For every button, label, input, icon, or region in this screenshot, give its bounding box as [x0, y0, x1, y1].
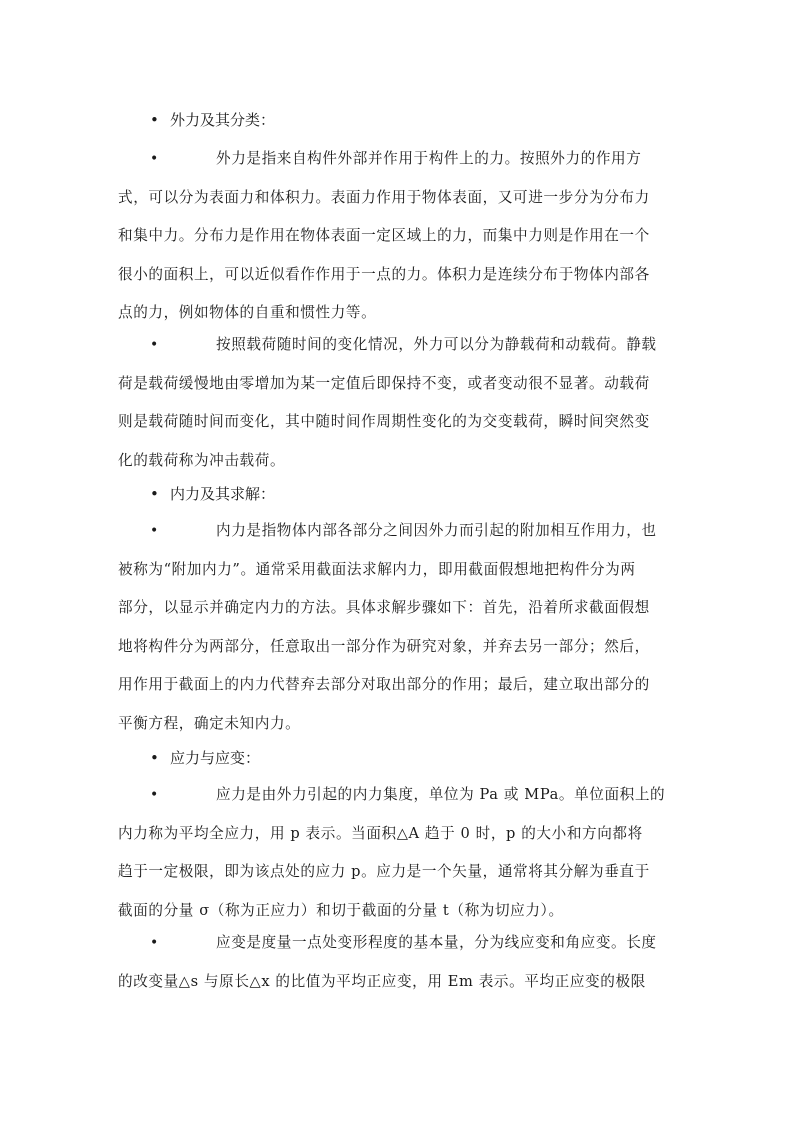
bullet-icon: •	[150, 151, 159, 167]
paragraph	[118, 326, 678, 480]
bullet-icon: •	[150, 749, 159, 767]
paragraph-line: 应力是由外力引起的内力集度，单位为 Pa 或 MPa。单位面积上的	[216, 786, 666, 803]
heading-text: 内力及其求解：	[170, 485, 276, 503]
paragraph-line: 则是载荷随时间而变化，其中随时间作周期性变化的为交变载荷，瞬时间突然变	[118, 413, 650, 431]
paragraph-line: 点的力，例如物体的自重和惯性力等。	[118, 304, 377, 322]
paragraph-line: 的改变量△s 与原长△x 的比值为平均正应变，用 Em 表示。平均正应变的极限	[118, 972, 646, 990]
bullet-icon: •	[150, 935, 159, 951]
paragraph-line: 被称为“附加内力”。通常采用截面法求解内力，即用截面假想地把构件分为两	[118, 560, 636, 578]
paragraph	[118, 776, 678, 930]
section-heading-stress-strain	[150, 748, 260, 768]
bullet-icon: •	[150, 111, 159, 129]
bullet-icon: •	[150, 787, 159, 803]
paragraph-line: 荷是载荷缓慢地由零增加为某一定值后即保持不变，或者变动很不显著。动载荷	[118, 374, 650, 392]
paragraph	[118, 924, 678, 1001]
bullet-icon: •	[150, 337, 159, 353]
paragraph-line: 平衡方程，确定未知内力。	[118, 714, 301, 732]
paragraph-line: 式，可以分为表面力和体积力。表面力作用于物体表面，又可进一步分为分布力	[118, 188, 650, 206]
paragraph-line: 部分，以显示并确定内力的方法。具体求解步骤如下：首先，沿着所求截面假想	[118, 599, 650, 617]
paragraph-line: 外力是指来自构件外部并作用于构件上的力。按照外力的作用方	[216, 150, 642, 167]
paragraph-line: 地将构件分为两部分，任意取出一部分作为研究对象，并弃去另一部分；然后，	[118, 637, 650, 655]
paragraph-line: 应变是度量一点处变形程度的基本量，分为线应变和角应变。长度	[216, 934, 657, 951]
paragraph-line: 内力称为平均全应力，用 p 表示。当面积△A 趋于 0 时，p 的大小和方向都将	[118, 824, 643, 842]
paragraph-line: 截面的分量 σ（称为正应力）和切于截面的分量 t（称为切应力）。	[118, 901, 564, 919]
paragraph-line: 趋于一定极限，即为该点处的应力 p。应力是一个矢量，通常将其分解为垂直于	[118, 863, 650, 881]
paragraph	[118, 140, 678, 333]
section-heading-external-force	[150, 110, 275, 130]
paragraph-line: 按照载荷随时间的变化情况，外力可以分为静载荷和动载荷。静载	[216, 336, 657, 353]
paragraph-line: 用作用于截面上的内力代替弃去部分对取出部分的作用；最后，建立取出部分的	[118, 676, 650, 694]
paragraph-line: 和集中力。分布力是作用在物体表面一定区域上的力，而集中力则是作用在一个	[118, 227, 650, 245]
paragraph-line: 化的载荷称为冲击载荷。	[118, 451, 286, 469]
paragraph-line: 内力是指物体内部各部分之间因外力而引起的附加相互作用力，也	[216, 522, 657, 539]
paragraph	[118, 512, 678, 744]
section-heading-internal-force	[150, 484, 275, 504]
heading-text: 外力及其分类：	[170, 111, 276, 129]
heading-text: 应力与应变：	[170, 749, 261, 767]
bullet-icon: •	[150, 485, 159, 503]
bullet-icon: •	[150, 523, 159, 539]
paragraph-line: 很小的面积上，可以近似看作作用于一点的力。体积力是连续分布于物体内部各	[118, 265, 650, 283]
